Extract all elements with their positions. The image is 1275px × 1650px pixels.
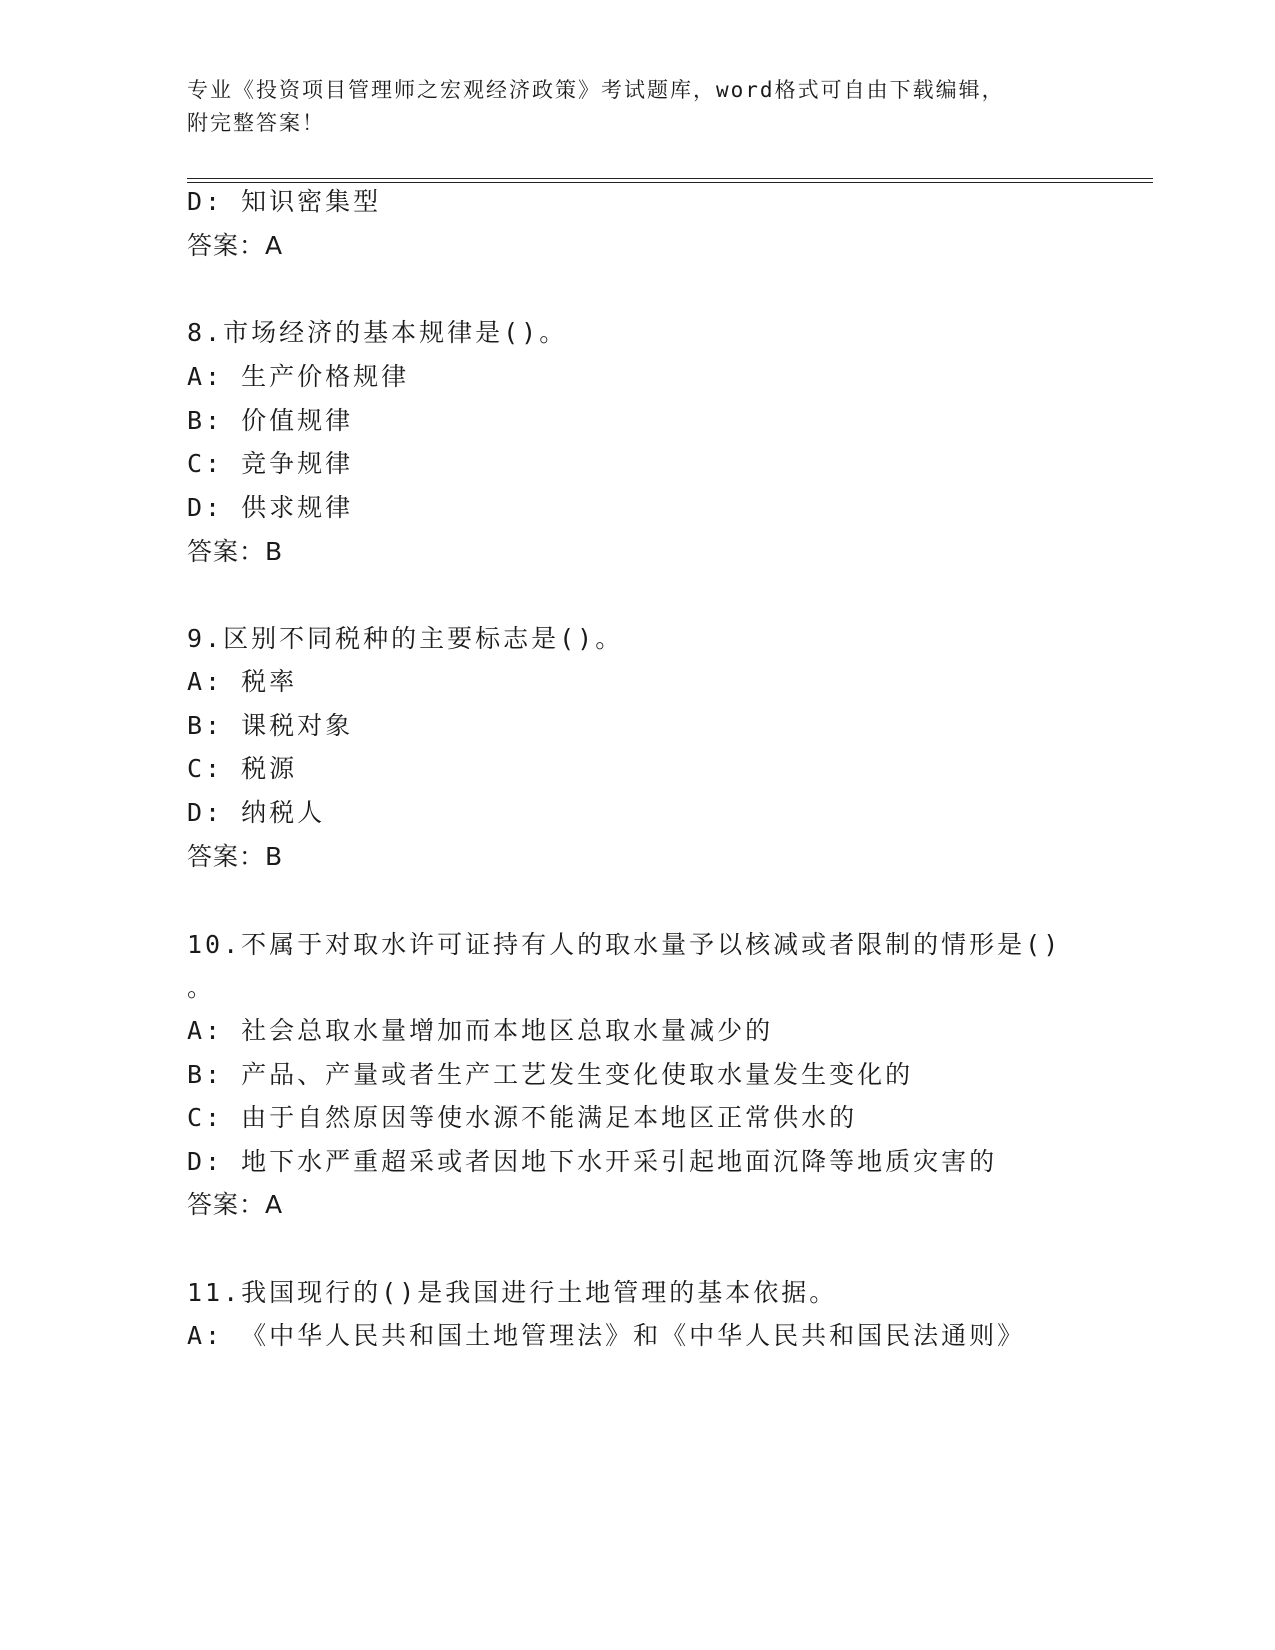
- q10-option-d: D: 地下水严重超采或者因地下水开采引起地面沉降等地质灾害的: [187, 1147, 998, 1176]
- q8-option-d: D: 供求规律: [187, 493, 354, 522]
- page-header: [187, 74, 1067, 140]
- header-line-2: 附完整答案！: [187, 111, 325, 135]
- q9-option-b: B: 课税对象: [187, 711, 354, 740]
- q8-option-b: B: 价值规律: [187, 406, 354, 435]
- q8-option-a: A: 生产价格规律: [187, 362, 410, 391]
- q10-option-c: C: 由于自然原因等使水源不能满足本地区正常供水的: [187, 1103, 858, 1132]
- q9-stem: 9.区别不同税种的主要标志是()。: [187, 624, 624, 653]
- q9-option-c: C: 税源: [187, 754, 298, 783]
- q10-option-a: A: 社会总取水量增加而本地区总取水量减少的: [187, 1016, 774, 1045]
- q8-stem: 8.市场经济的基本规律是()。: [187, 318, 568, 347]
- q9-option-d: D: 纳税人: [187, 798, 326, 827]
- header-divider: [187, 178, 1153, 183]
- q10-option-b: B: 产品、产量或者生产工艺发生变化使取水量发生变化的: [187, 1060, 914, 1089]
- q9-answer: 答案：B: [187, 842, 284, 871]
- q10-stem: 10.不属于对取水许可证持有人的取水量予以核减或者限制的情形是(): [187, 930, 1062, 959]
- q9-option-a: A: 税率: [187, 667, 298, 696]
- q10-stem-continuation: 。: [187, 973, 216, 1002]
- q8-option-c: C: 竞争规律: [187, 449, 354, 478]
- q11-stem: 11.我国现行的()是我国进行土地管理的基本依据。: [187, 1278, 838, 1307]
- q10-answer: 答案：A: [187, 1190, 284, 1219]
- q11-option-a: A: 《中华人民共和国土地管理法》和《中华人民共和国民法通则》: [187, 1321, 1026, 1350]
- q8-answer: 答案：B: [187, 537, 284, 566]
- header-line-1: 专业《投资项目管理师之宏观经济政策》考试题库，word格式可自由下载编辑，: [187, 78, 1005, 102]
- q7-answer: 答案：A: [187, 231, 284, 260]
- q7-option-d: D: 知识密集型: [187, 187, 382, 216]
